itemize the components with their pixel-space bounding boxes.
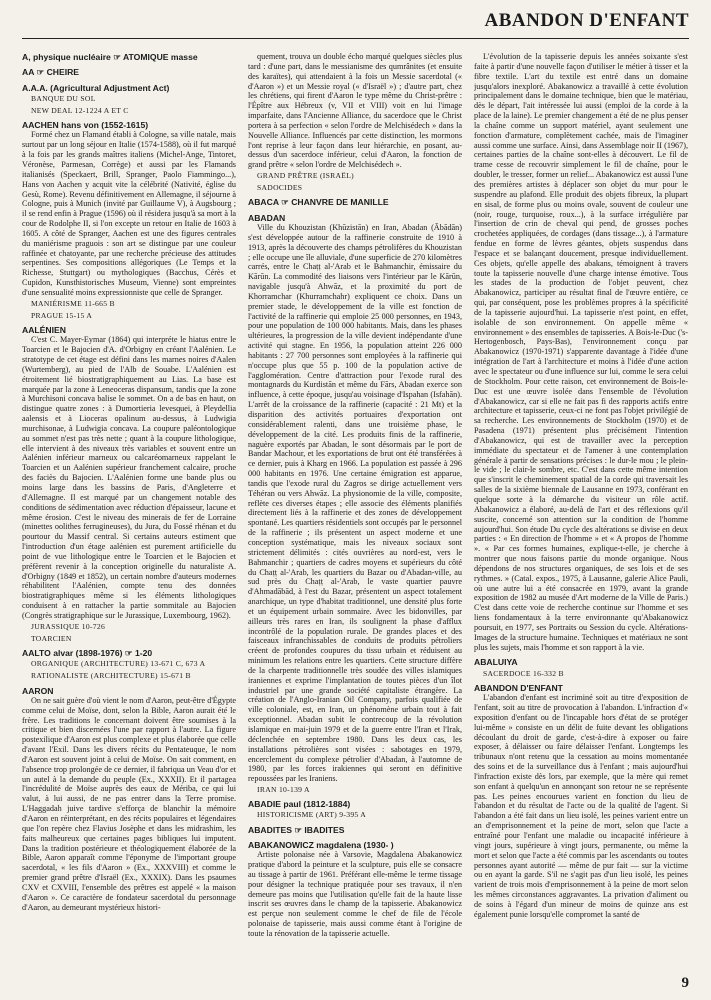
dictionary-entry <box>22 67 236 77</box>
entry-body: On ne sait guère d'où vient le nom d'Aaron, peut-être d'Égypte comme celui de Moïse, dont, selon la Bible, Aaron aurait été le frère. Les traditions le concernant doivent être soumises à la critique et bien discernées l'une par rapport à l'autre. La figure postexilique d'Aaron est plus complexe et plus élaborée que celle d'avant l'Exil. Dans les divers récits du Pentateuque, le nom d'Aaron est souvent joint à celui de Moïse. On sait comment, en l'absence trop prolongée de ce dernier, il fabriqua un Veau d'or et un autel à la demande du peuple (Ex., XXXII). Et il partagea l'incrédulité de Moïse auprès des eaux de Mériba, ce qui lui valut, à lui aussi, de ne pas entrer dans la Terre promise. L'Haggadah juive tardive s'efforça de blanchir la mémoire d'Aaron en réinterprétant, en des récits populaires et légendaires que l'on repère chez Flavius Josèphe et dans les midrashim, les faits malheureux que certaines pages bibliques lui imputent. Dans la tradition postérieure et théologiquement élaborée de la Bible, Aaron apparaît comme l'éponyme de l'important groupe sacerdotal, « les fils d'Aaron » (Ex., XXXVIII) et comme le premier grand prêtre d'Israël (Ex., XXXIX). Dans les psaumes CXV et CXVIII, l'ensemble des prêtres est appelé « la maison d'Aaron ». Ce caractère de fondateur sacerdotal du personnage d'Aaron, au demeurant mystérieux histori- <box>22 695 236 912</box>
cross-reference: GRAND PRÊTRE (ISRAËL) <box>257 171 355 181</box>
entry-headword: AACHEN hans von (1552-1615) <box>22 120 149 131</box>
dictionary-entry <box>248 213 462 795</box>
entry-headword: ABANDON D'ENFANT <box>474 682 563 693</box>
cross-reference: NEW DEAL 12-1224 A ET C <box>31 106 129 116</box>
dictionary-entry <box>248 799 462 819</box>
dictionary-entry <box>22 325 236 643</box>
cross-reference: MANIÉRISME 11-665 B <box>31 298 115 308</box>
cross-reference: HISTORICISME (ART) 9-395 A <box>257 810 367 820</box>
entry-headword: ABALUIYA <box>474 657 518 668</box>
cross-reference: IRAN 10-139 A <box>257 785 310 795</box>
entry-body: C'est C. Mayer-Eymar (1864) qui interpréte le hiatus entre le Toarcien et le Bajocien d'A. d'Orbigny en créant l'Aalénien. Le stratotype de cet étage est défini dans les marnes noires d'Aalen (Wurtemberg), au pied de l'Alb de Souabe. L'Aalénien est étroitement lié biostratigraphiquement au Lias. La base est marquée par la zone à Leneoceras dispansum, tandis que la zone à Murchisoni concava balise le sommet. On a de bas en haut, on distingue quatre zones : à Dumortieria levesquei, à Pleydellia aalensis et à Lioceras opalinum au-dessus, à Ludwigia murchisonae, à Ludwigia concava. La coupure paléontologique au sommet n'est pas très nette ; quant à la coupure lithologique, elle intervient à des niveaux très variables et souvent entre un Aalénien inférieur marneux ou calcaréomarneux rappelant le Toarcien et un Aalénien supérieur franchement calcaire, proche des faciès du Bajocien. L'Aalénien forme une bande plus ou moins large dans les bassins de Paris, d'Angleterre et d'Allemagne. Il est marqué par un changement notable des conditions de sédimentation avec réduction d'épaisseur, lacune et même érosion. C'est le niveau des minerais de fer de Lorraine (minettes oolithes ferrugineuses), du Jura, du Fossé rhénan et du pourtour du Massif central. Si certains auteurs estiment que l'introduction d'un étage aalénien est purement artificielle du point de vue lithologique entre le Toarcien et le Bajocien et préfèrent revenir à la conception originelle du naturaliste A. d'Orbigny (1849 et 1852), un certain nombre d'auteurs modernes réhabilitent l'Aalénien, compte tenu des données biostratigraphiques même si les éléments lithologiques conduisent à en rattacher la partie sommitale au Bajocien (Congrès stratigraphique sur le Jurassique, Luxembourg, 1962). <box>22 335 236 620</box>
cross-reference: TOARCIEN <box>31 633 72 643</box>
entry-body: Ville du Khouzistan (Khūzistān) en Iran, Abadan (Ābādān) s'est développée autour de la raffinerie construite de 1910 à 1913, après la découverte des champs pétrolifères du Khouzistan ; elle occupe une île alluviale, d'une superficie de 270 kilomètres carrés, entre le Chaṭṭ al-'Arab et le Bahmanchir, émissaire du Kārūn. La commodité des liaisons vers l'intérieur par le Kārūn, navigable jusqu'à Ahwāz, et la proximité du port de Khorramchar (Khurramchahr) expliquent ce choix. Dans un premier stade, le développement de la ville est fonction de l'activité de la raffinerie qui emploie 25 000 personnes, en 1943, pour une population de 100 000 habitants. Mais, dans les phases ultérieures, la progression de la ville devient indépendante d'une activité qui stagne. En 1956, la population atteint 226 000 habitants : 27 700 personnes sont employées à la raffinerie qui n'occupe plus que 55 p. 100 de la population active de l'agglomération. Centre d'attraction pour l'exode rural des montagnards du Kurdistān et même du Fārs, Abadan exerce son influence, à cette époque, jusqu'au voisinage d'Ispahan (Isfahān). L'arrêt de la croissance de la raffinerie (capacité : 21 Mt) et la disparition des activités portuaires d'exportation ont considérablement ralenti, dans une troisième phase, le développement de la cité. Les produits finis de la raffinerie, naguère exportés par Abadan, le sont désormais par le port de Bandar Machour, et les exportations de brut ont été transférées à ce dernier, puis à Kharg en 1966. La population est passée à 296 000 habitants en 1976. Une certaine émigration est apparue, tandis que l'exode rural du Zagros se dirige actuellement vers Téhéran ou vers Ahwāz. La physionomie de la ville, composite, reflète ces diverses étapes ; elle associe des éléments planifiés directement liés à la raffinerie et des zones de développement spontané. Les quartiers résidentiels sont occupés par le personnel de la raffinerie ; ils présentent un aspect moderne et une conception systématique, mais les niveaux sociaux sont strictement délimités : cités ouvrières au nord-est, vers le Bahmanchir ; quartiers de cadres moyens et supérieurs du côté du Chaṭṭ al-'Arab, les quartiers du Bazar ou d'Abadan-ville, au sud près du Chaṭṭ al-'Arab, le vaste quartier pauvre d'Ahmadābād, à l'est du Bazar, présentent un aspect totalement anarchique, un type d'habitat traditionnel, une densité plus forte et un équipement urbain sommaire. Avec les bidonvilles, par ailleurs très rares en Iran, ils soulignent la phase d'afflux incontrôlé de la population rurale. De grandes places et des faisceaux infranchissables de conduits de produits pétroliers créent de profondes coupures du tissu urbain et réduisent au minimum les relations entre les quartiers. Cette structure diffère de la charpente traditionnelle très soudée des villes islamiques iraniennes et exprime l'implantation de toutes pièces d'un îlot industriel par une grande société capitaliste étrangère. La création de l'Anglo-Iranian Oil Company, parfois qualifiée de ville coloniale, est, en Iran, un phénomène urbain tout à fait exceptionnel. Abadan subit le contrecoup de la révolution islamique en mai-juin 1979 et de la guerre entre l'Iran et l'Irak, déclenchée en septembre 1980. Dans les deux cas, les installations pétrolières sont visées : sabotages en 1979, encerclement du complexe pétrolier d'Abadan, à l'automne de 1980, par les forces irakiennes qui seront en définitive repoussées par les Iraniens. <box>248 222 462 784</box>
dictionary-entry <box>248 840 462 939</box>
header-rule <box>22 38 689 39</box>
page-number: 9 <box>681 975 689 991</box>
entry-headword: AALÉNIEN <box>22 325 66 336</box>
entry-body: quement, trouva un double écho marqué quelques siècles plus tard : d'une part, dans le messianisme des qumrânites (et ensuite des karaïtes), qui attendaient à la fois un Messie sacerdotal (« d'Aaron ») et un Messie royal (« d'Israël ») ; d'autre part, chez les chrétiens, qui firent d'Aaron le type même du Christ-prêtre : l'Épître aux Hébreux (v, VII et VIII) voit en lui l'image imparfaite, dans l'Ancienne Alliance, du sacerdoce que le Christ portera à sa perfection « selon l'ordre de Melchisédech » dans la Nouvelle Alliance. Influencés par cette distinction, les mormons l'ont reprise à leur façon dans leur hiérarchie, en posant, au-dessus d'un sacerdoce inférieur, celui d'Aaron, la fonction de grand prêtre « selon l'ordre de Melchisédech ». <box>248 52 462 170</box>
running-header <box>0 0 711 40</box>
dictionary-entry <box>248 52 462 192</box>
entry-headword: ABADITES ☞ IBADITES <box>248 824 345 835</box>
entry-headword: ABACA ☞ CHANVRE DE MANILLE <box>248 197 389 208</box>
cross-reference: PRAGUE 15-15 A <box>31 310 93 320</box>
entry-headword: A.A.A. (Agricultural Adjustment Act) <box>22 82 170 93</box>
cross-reference: SADOCIDES <box>257 183 303 193</box>
dictionary-entry <box>22 686 236 913</box>
dictionary-entry <box>22 120 236 320</box>
entry-headword: AA ☞ CHEIRE <box>22 67 80 78</box>
dictionary-entry <box>474 52 688 652</box>
dictionary-entry <box>474 657 688 677</box>
dictionary-entry <box>248 197 462 207</box>
entry-headword: ABAKANOWICZ magdalena (1930- ) <box>248 839 394 850</box>
entry-headword: AALTO alvar (1898-1976) ☞ 1-20 <box>22 648 153 659</box>
column-2 <box>248 52 462 967</box>
cross-reference: SACERDOCE 16-332 B <box>483 668 564 678</box>
dictionary-entry <box>22 52 236 62</box>
column-1 <box>22 52 236 967</box>
entry-body: Formé chez un Flamand établi à Cologne, sa ville natale, mais surtout par un long séjour en Italie (1574-1588), où il fut marqué à la fois par les grands maîtres italiens (Michel-Ange, Tintoret, Véronèse, Parmesan, Corrège) et aussi par les Flamands italianisés (Speckaert, Brill, Spranger, Paolo Fiammingo...), Hans von Aachen y acquit vite la célébrité (Nativité, église du Gesù, Rome). Revenu définitivement en Allemagne, il séjourne à Cologne, puis à Munich (invité par Guillaume V), à Augsbourg ; il se rend enfin à Prague (1596) où il résidera jusqu'à sa mort à la cour de Rodolphe II, si l'on excepte un retour en Italie de 1603 à 1605. A côté de Spranger, Aachen est une des figures centrales du maniérisme praguois : son art se distingue par une couleur raffinée et chatoyante, par une recherche précieuse des attitudes serpentines. Ses compositions allégoriques (Le Temps et la Richesse, Stuttgart) ou mythologiques (Bacchus, Cérès et Cupidon, Kunsthistorisches Museum, Vienne) sont empreintes d'une sensualité moins expressionniste que celle de Spranger. <box>22 130 236 297</box>
cross-reference: RATIONALISTE (ARCHITECTURE) 15-671 B <box>31 671 191 681</box>
dictionary-entry <box>22 83 236 116</box>
dictionary-entry <box>474 683 688 920</box>
entry-headword: AARON <box>22 685 54 696</box>
cross-reference: JURASSIQUE 10-726 <box>31 621 106 631</box>
entry-body: Artiste polonaise née à Varsovie, Magdalena Abakanowicz pratique d'abord la peinture et la sculpture, puis elle se consacre au tissage à partir de 1961. Préférant elle-même le terme tissage pour désigner la technique pratiquée pour ses travaux, il n'en demeure pas moins que l'utilisation qu'elle fait de la haute lisse inscrit ses œuvres dans le champ de la tapisserie. Abakanowicz est perçue non seulement comme le chef de file de l'école polonaise de tapisserie, mais aussi comme étant à l'origine de toute la rénovation de la tapisserie actuelle. <box>248 850 462 938</box>
running-title: ABANDON D'ENFANT <box>484 10 689 31</box>
entry-body: L'évolution de la tapisserie depuis les années soixante s'est faite à partir d'une nouvelle façon d'utiliser le métier à tisser et la fibre textile. L'art du textile est entré dans un domaine jusqu'alors inexploré. Abakanowicz a travaillé à cette évolution principalement dans le domaine technique, bien que le matériau, dès le départ, l'ait intéressée lui aussi (emploi de la corde à la place de la laine). Le premier changement a été de ne plus penser la chaîne comme un support matériel, ayant seulement une fonction d'armature, complètement cachée, mais de l'imaginer aussi comme une surface. Ainsi, dans Assemblage noir II (1967), certaines parties de la chaîne sont-elles à découvert. Le fil de trame cesse de recouvrir simplement le fil de chaîne, pour le doubler, le tresser, former un relief... Abakanowicz est aussi l'une des premières artistes à déplacer son objet du mur pour le suspendre au plafond. Elle produit des objets fibreux, la plupart en sisal, de forme plus ou moins ovale, souvent de couleur une (noir, rouge, turquoise, roux...), à la surface irrégulière par l'insertion de crin de cheval qui pend, de grosses poches crochetées appliquées, de cordages (dans tissage...), à l'armature fendue en forme de lèvres géantes, objets suspendus dans l'espace et se balançant doucement, presque individuellement. Ces objets, qu'elle appelle des abakans, témoignent à travers toute la tapisserie nouvelle d'une charge intense émotive. Tous les stades de la production de l'objet peuvent, chez Abakanowicz, participer au résultat final de l'œuvre entière, ce qui, par conséquent, pose les problèmes propres à la spécificité de la tapisserie aujourd'hui. La tapisserie n'est point, en effet, isolable de son environnement. On appelle même « environnement » des ensembles de tapisseries. A Bois-le-Duc ('s-Hertogenbosch, Pays-Bas), l'environnement conçu par Abakanowicz (1970-1971) s'apparente davantage à l'idée d'une intégration de l'art à l'architecture et moins à l'idée d'une action avec le spectateur ou d'une influence sur lui, comme le sera celui de Stockholm. Pour cette raison, cet environnement de Bois-le-Duc est une œuvre isolée dans l'ensemble de l'évolution d'Abakanowicz, car si elle ne fait pas fi des rapports actifs entre architecture et tapisserie, ceux-ci ne font pas l'objet privilégié de sa recherche. Les environnements de Stockholm (1970) et de Pasadena (1971) présentent plus précisément l'intention d'Abakanowicz, qui est de travailler avec la perception immédiate du spectateur et de l'amener à une contemplation générale à partir de sensations précises : le dur-le mou ; le plein-le vide ; le clair-le sombre, etc. C'est dans cette même intention que s'inscrit le cheminement spatial de la corde qui traversait les salles de la sixième biennale de Lausanne en 1973, conférant en quelque sorte à la démarche du visiteur un rôle actif. Abakanowicz a élaboré, au-delà de l'art et des réflexions qu'il suscite, concerné son attention sur la condition de l'homme aujourd'hui. Son étude Du cycle des altérations se divise en deux parties : « En direction de l'homme » et « A propos de l'homme ». « Par ces formes humaines, explique-t-elle, je cherche à montrer que nous faisons partie du monde organique. Nous dépendons de nos structures organiques, de ses lois et de ses rythmes. » (Catal. expos., 1975, à Lausanne, galerie Alice Pauli, où une autre lui a été consacrée en 1979, avant la grande exposition de 1982 au musée d'Art moderne de la Ville de Paris.) C'est dans cette voie de recherche continue sur l'homme et ses liens fondamentaux à la terre environnante qu'Abakanowicz poursuit, en 1977, ses Portraits ou Session du cycle. Altérations-Images de la structure humaine. Techniques et matériaux ne sont plus les sujets, mais l'homme et son rapport à la vie. <box>474 52 688 652</box>
entry-headword: ABADIE paul (1812-1884) <box>248 799 351 810</box>
cross-reference: BANQUE DU SOL <box>31 93 96 103</box>
dictionary-entry <box>22 648 236 681</box>
entry-headword: A, physique nucléaire ☞ ATOMIQUE masse <box>22 52 198 62</box>
dictionary-entry <box>248 825 462 835</box>
cross-reference: ORGANIQUE (ARCHITECTURE) 13-671 C, 673 A <box>31 659 206 669</box>
columns <box>22 52 689 967</box>
column-3 <box>474 52 688 967</box>
entry-body: L'abandon d'enfant est incriminé soit au titre d'exposition de l'enfant, soit au titre de provocation à l'abandon. L'infraction d'« exposition d'enfant ou de l'incapable hors d'état de se protéger lui-même » consiste en un délit de fuite devant les obligations découlant du droit de garde, c'est-à-dire à exposer ou faire exposer, à délaisser ou faire délaisser l'enfant. Longtemps les tribunaux n'ont retenu que la cessation au moins momentanée des soins et de la surveillance dus à l'enfant ; mais aujourd'hui l'infraction existe dès lors, par exemple, que la mère qui remet son enfant à quelqu'un en annonçant son retour ne se représente pas. Les peines encourues varient en fonction du lieu de l'abandon et du résultat de l'acte ou de la qualité de l'agent. Si l'abandon a été fait dans un lieu isolé, les peines varient entre un an d'emprisonnement et la peine de mort, selon que l'acte a entraîné pour l'enfant une maladie ou incapacité inférieure à vingt jours, supérieure à vingt jours, permanente, ou même la mort et selon que l'acte a été commis par les ascendants ou toutes personnes ayant autorité — même de pur fait — sur la victime ou en ayant la garde. S'il ne s'agit pas d'un lieu isolé, les peines varient de trois mois d'emprisonnement à la peine de mort selon les mêmes circonstances aggravantes. La privation d'aliment ou de soins à l'égard d'un mineur de moins de quinze ans est également punie lorsqu'elle compromet la santé de <box>474 693 688 919</box>
entry-headword: ABADAN <box>248 212 286 223</box>
